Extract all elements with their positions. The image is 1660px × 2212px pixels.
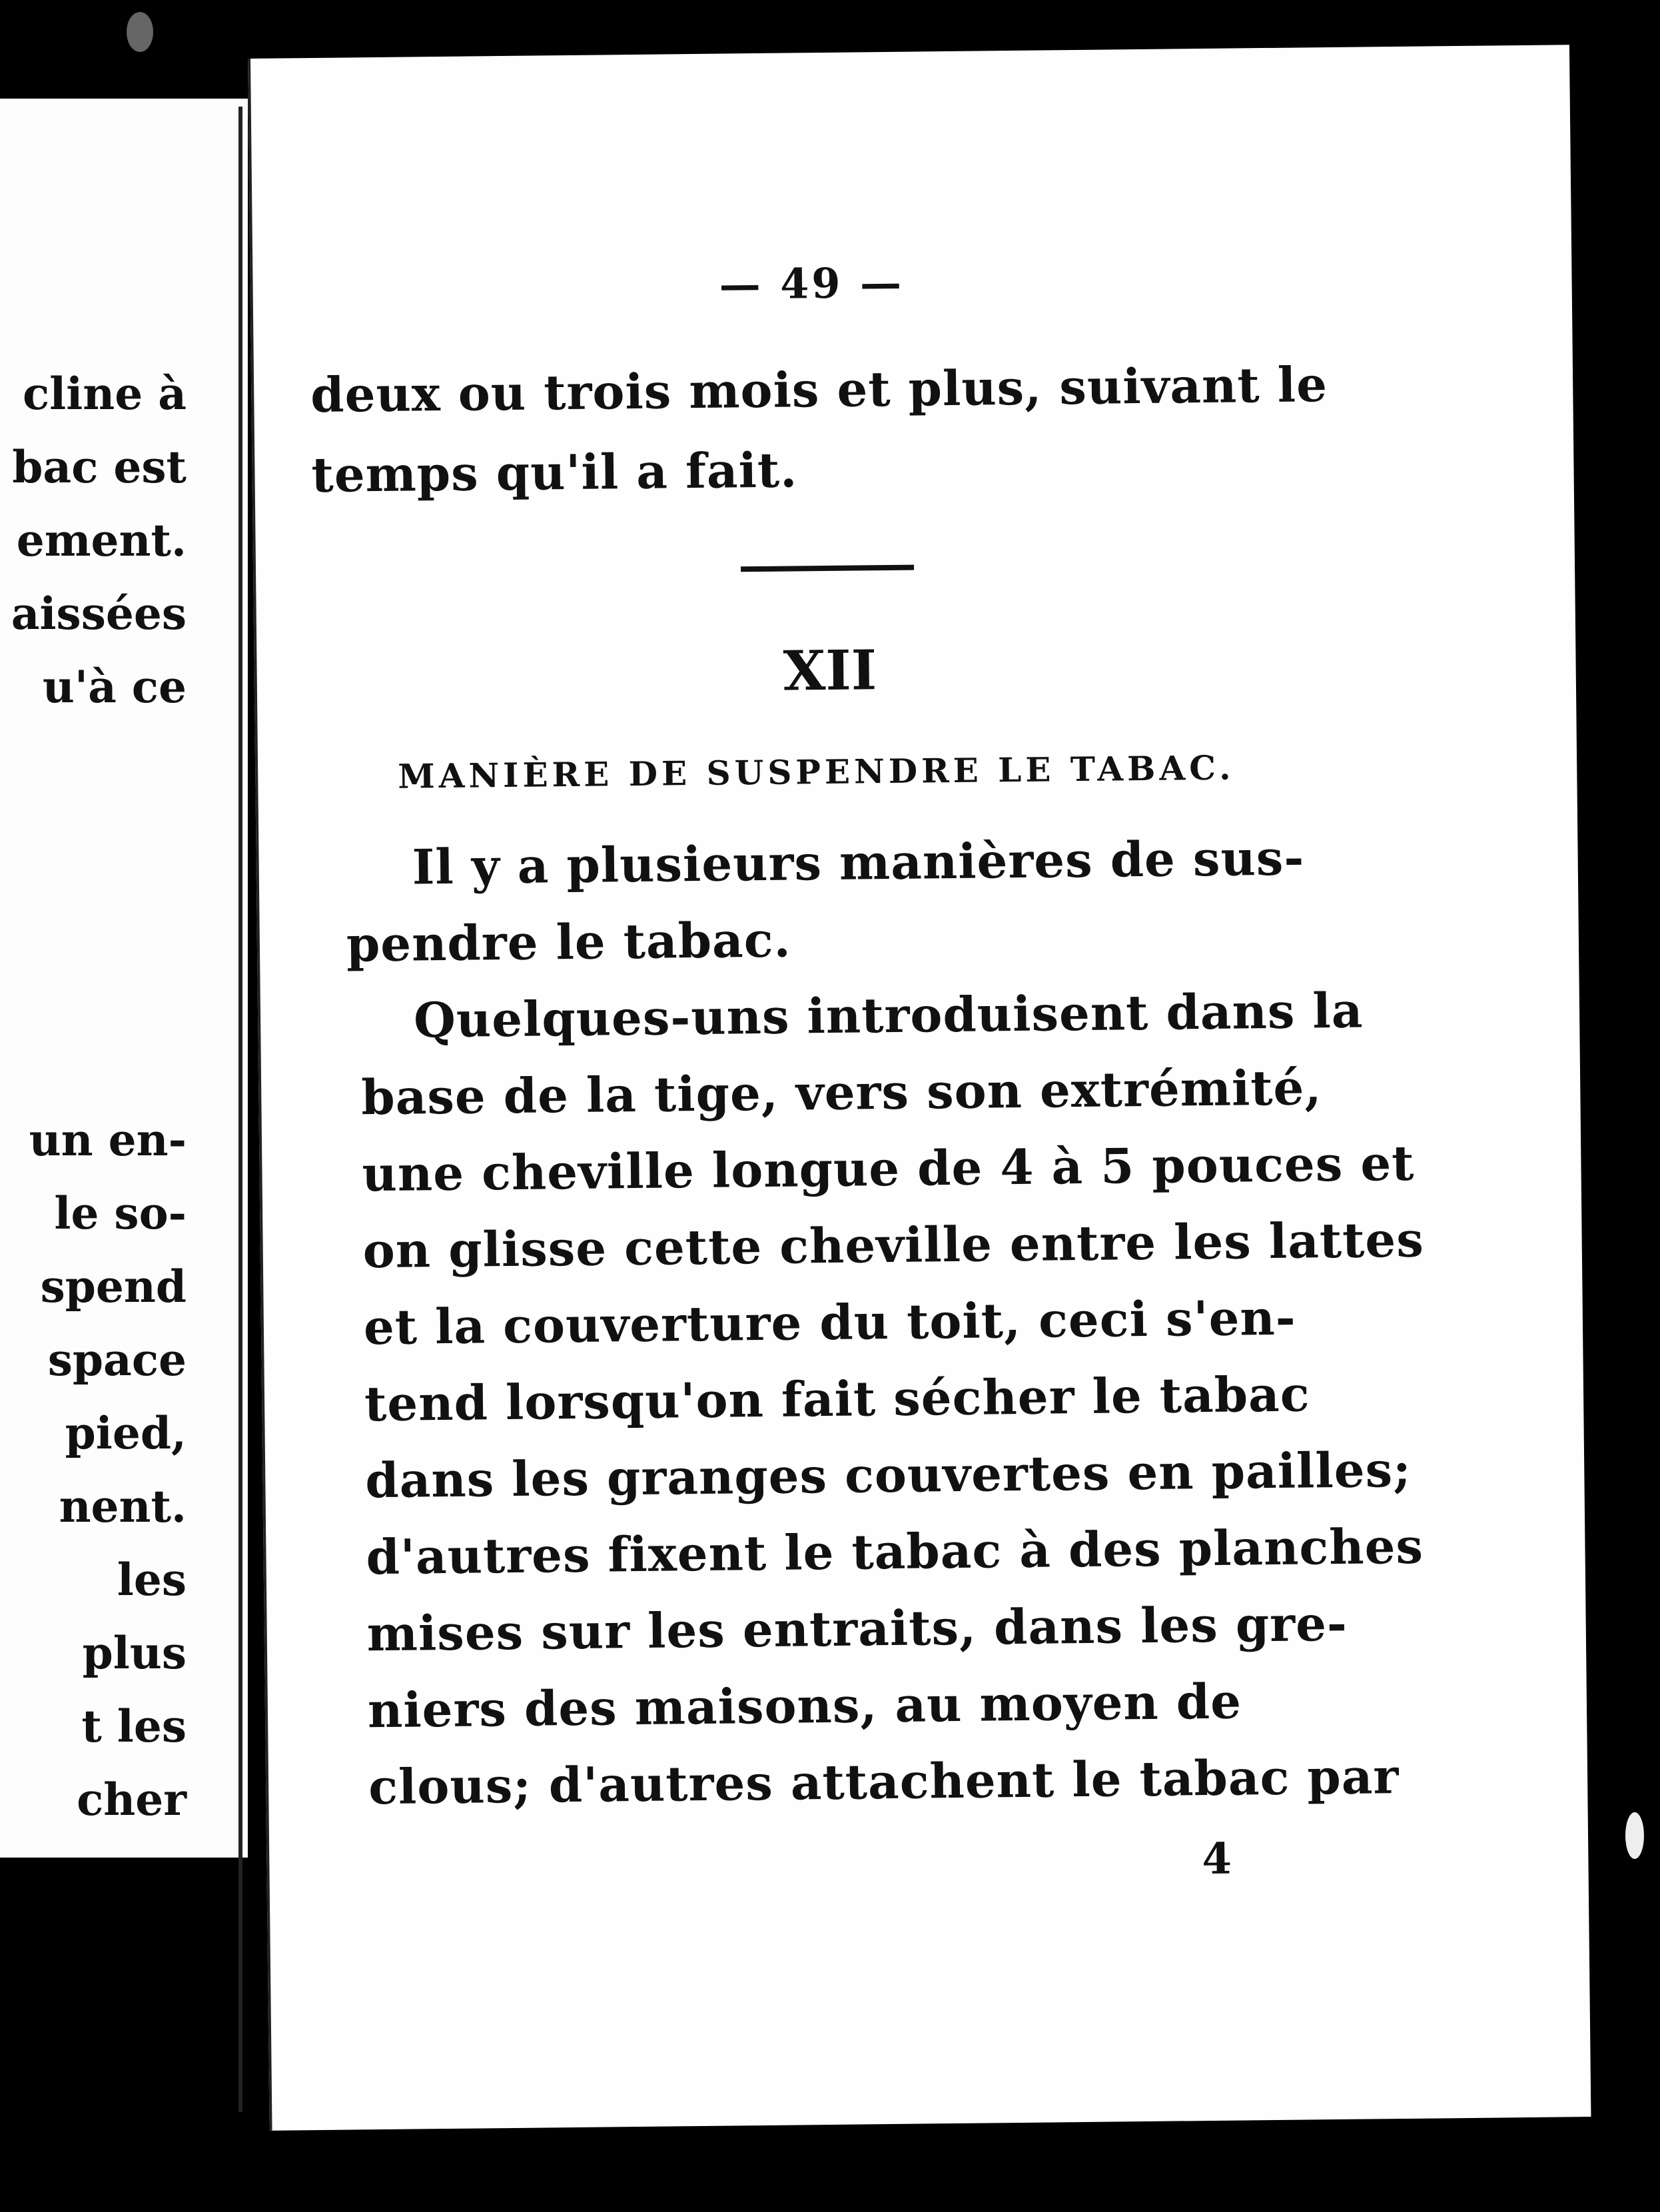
left-page-line: le so- [54, 1187, 187, 1239]
signature-mark: 4 [1201, 1834, 1232, 1885]
text-line: on glisse cette cheville entre les lattes [362, 1211, 1425, 1279]
text-line: clous; d'autres attachent le tabac par [368, 1748, 1400, 1816]
text-line: Quelques-uns introduisent dans la [413, 981, 1364, 1049]
left-page-line: space [47, 1334, 187, 1386]
right-page [248, 45, 1591, 2131]
text-line: niers des maisons, au moyen de [367, 1672, 1242, 1739]
text-line: base de la tige, vers son extrémité, [360, 1059, 1322, 1126]
left-page-line: plus [82, 1627, 187, 1679]
text-line: pendre le tabac. [346, 911, 792, 973]
left-page-line: ement. [16, 514, 187, 566]
scan-speck [127, 12, 153, 52]
text-line: une cheville longue de 4 à 5 pouces et [362, 1134, 1415, 1203]
text-line: d'autres fixent le tabac à des planches [366, 1517, 1424, 1586]
left-page-line: les [117, 1554, 187, 1606]
left-page-line: aissées [11, 588, 187, 640]
left-page-line: cher [77, 1774, 187, 1826]
text-line: mises sur les entraits, dans les gre- [366, 1594, 1348, 1662]
left-page-line: nent. [59, 1480, 187, 1532]
page-number: — 49 — [719, 258, 905, 309]
book-gutter [238, 107, 242, 2112]
left-page-line: spend [40, 1261, 187, 1313]
section-title: MANIÈRE DE SUSPENDRE LE TABAC. [397, 748, 1235, 796]
left-page-line: pied, [65, 1407, 187, 1459]
text-line: tend lorsqu'on fait sécher le tabac [364, 1365, 1310, 1432]
section-divider [741, 565, 914, 572]
left-page-line: un en- [29, 1114, 187, 1166]
text-line: dans les granges couvertes en pailles; [364, 1440, 1412, 1509]
text-line: Il y a plusieurs manières de sus- [412, 829, 1305, 895]
left-page-line: cline à [22, 368, 187, 420]
left-page-line: bac est [12, 441, 187, 493]
scan-speck [1625, 1812, 1644, 1859]
left-page [0, 99, 248, 1858]
left-page-line: u'à ce [42, 661, 187, 713]
text-line: et la couverture du toit, ceci s'en- [363, 1289, 1297, 1356]
chapter-number: XII [783, 638, 877, 704]
left-page-line: t les [81, 1700, 187, 1752]
text-line: temps qu'il a fait. [311, 441, 798, 504]
text-line: deux ou trois mois et plus, suivant le [310, 356, 1328, 424]
